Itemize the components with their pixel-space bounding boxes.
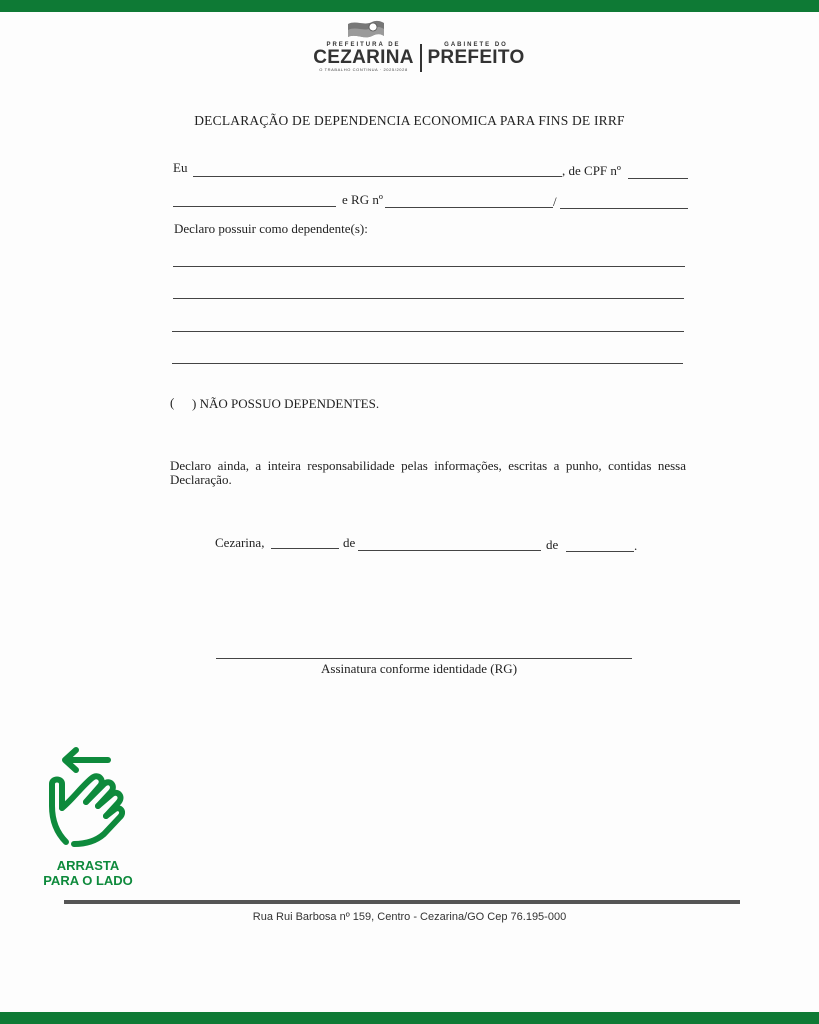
flag-emblem-icon: [346, 18, 386, 40]
rg-label: e RG nº: [342, 192, 383, 207]
no-dependents-checkbox[interactable]: (: [170, 395, 175, 410]
signature-label: Assinatura conforme identidade (RG): [321, 661, 518, 676]
cpf-label: , de CPF nº: [562, 163, 621, 178]
rg-issuer-line[interactable]: [560, 208, 688, 209]
rg-slash: /: [553, 194, 557, 209]
swipe-hint: [36, 744, 140, 892]
month-field-line[interactable]: [358, 550, 541, 551]
logo-tagline: O TRABALHO CONTINUA · 2025/2028: [319, 67, 408, 72]
footer-divider: [64, 900, 740, 904]
dependents-label: Declaro possuir como dependente(s):: [174, 221, 368, 236]
day-field-line[interactable]: [271, 548, 339, 549]
no-dependents-label: ) NÃO POSSUO DEPENDENTES.: [192, 396, 380, 411]
logo-prefeitura-label: PREFEITURA DE: [326, 42, 401, 48]
logo-office-block: [426, 42, 526, 67]
name-field-line[interactable]: [193, 176, 562, 177]
logo-divider: [420, 44, 422, 72]
swipe-hand-icon: [36, 744, 140, 854]
declaration-paragraph: Declaro ainda, a inteira responsabilidade pelas informações, escritas a punho, contidas nessa Declaração.: [170, 458, 686, 487]
logo-office-name: PREFEITO: [427, 47, 525, 68]
document-title: DECLARAÇÃO DE DEPENDENCIA ECONOMICA PARA FINS DE IRRF: [194, 113, 625, 128]
swipe-hint-text: [36, 858, 140, 888]
cpf-field-line[interactable]: [628, 178, 688, 179]
dependent-line-4[interactable]: [172, 363, 683, 364]
top-brand-bar: [0, 0, 819, 12]
footer-address: Rua Rui Barbosa nº 159, Centro - Cezarina/GO Cep 76.195-000: [252, 911, 567, 923]
logo-city-block: [312, 42, 415, 72]
signature-line[interactable]: [216, 658, 632, 659]
date-de-label-2: de: [546, 537, 559, 552]
swipe-hint-line-2: PARA O LADO: [43, 873, 133, 888]
dependent-line-3[interactable]: [172, 331, 684, 332]
dependent-line-2[interactable]: [173, 298, 684, 299]
date-period: .: [634, 538, 638, 553]
date-de-label-1: de: [343, 535, 356, 550]
swipe-hint-line-1: ARRASTA: [56, 858, 120, 873]
eu-label: Eu: [173, 160, 188, 175]
logo-city-name: CEZARINA: [313, 47, 414, 68]
dependent-line-1[interactable]: [173, 266, 685, 267]
year-field-line[interactable]: [566, 551, 634, 552]
bottom-brand-bar: [0, 1012, 819, 1024]
rg-field-line[interactable]: [385, 207, 553, 208]
logo-gabinete-label: GABINETE DO: [444, 42, 508, 48]
cpf-continuation-line[interactable]: [173, 206, 336, 207]
city-label: Cezarina,: [215, 535, 265, 550]
prefeitura-logo: [312, 16, 524, 76]
